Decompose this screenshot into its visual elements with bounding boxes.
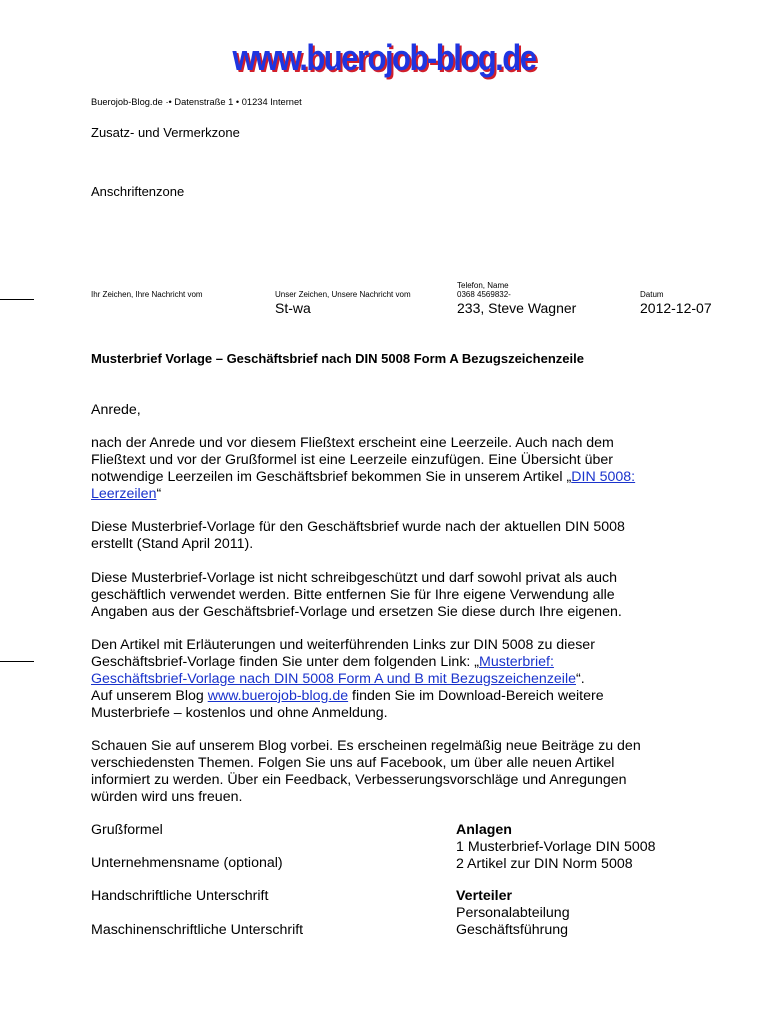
bullet-separator: ·• xyxy=(165,97,172,107)
fold-mark xyxy=(0,299,34,300)
paragraph-artikel xyxy=(91,637,706,722)
text-line: Fließtext und vor der Grußformel ist eine Leerzeile einzufügen. Eine Übersicht über xyxy=(91,452,614,468)
text-line: Angaben aus der Geschäftsbrief-Vorlage und ersetzen Sie diese durch Ihre eigenen. xyxy=(91,604,622,620)
blog-link[interactable]: www.buerojob-blog.de xyxy=(207,688,349,704)
anlagen-item: 2 Artikel zur DIN Norm 5008 xyxy=(456,856,633,872)
paragraph-leerzeilen xyxy=(91,435,706,503)
text-line: Den Artikel mit Erläuterungen und weiterführenden Links zur DIN 5008 zu dieser xyxy=(91,637,595,653)
anlagen-title: Anlagen xyxy=(456,822,512,838)
telefon-number: 0368 4569832- xyxy=(457,290,511,299)
verteiler-block xyxy=(456,888,570,939)
unser-zeichen-value: St-wa xyxy=(275,300,311,316)
sender-line xyxy=(91,97,302,107)
zusatz-zone: Zusatz- und Vermerkzone xyxy=(91,125,240,140)
telefon-value: 233, Steve Wagner xyxy=(457,300,577,316)
verteiler-item: Personalabteilung xyxy=(456,905,570,921)
site-logo: www.buerojob-blog.de xyxy=(232,36,536,79)
text-line: verschiedensten Themen. Folgen Sie uns auf Facebook, um über alle neuen Artikel xyxy=(91,755,615,771)
sender-company: Buerojob-Blog.de xyxy=(91,97,163,107)
paragraph-verwendung xyxy=(91,570,706,621)
letter-subject: Musterbrief Vorlage – Geschäftsbrief nach DIN 5008 Form A Bezugszeichenzeile xyxy=(91,351,584,366)
text-line: Diese Musterbrief-Vorlage für den Geschäftsbrief wurde nach der aktuellen DIN 5008 xyxy=(91,519,625,535)
paragraph-feedback xyxy=(91,738,706,806)
unser-zeichen-label: Unser Zeichen, Unsere Nachricht vom xyxy=(275,290,411,299)
musterbrief-article-link[interactable]: Musterbrief: xyxy=(479,654,554,670)
text-line: Schauen Sie auf unserem Blog vorbei. Es erscheinen regelmäßig neue Beiträge zu den xyxy=(91,738,641,754)
unternehmensname: Unternehmensname (optional) xyxy=(91,855,283,871)
datum-label: Datum xyxy=(640,290,664,299)
grussformel: Grußformel xyxy=(91,822,163,838)
text-line: Geschäftsbrief-Vorlage nach DIN 5008 Form A und B mit Bezugszeichenzeile“. xyxy=(91,671,585,687)
telefon-label: Telefon, Name xyxy=(457,281,509,290)
sender-city: 01234 Internet xyxy=(241,97,302,107)
fold-mark xyxy=(0,661,34,662)
datum-value: 2012-12-07 xyxy=(640,300,712,316)
salutation: Anrede, xyxy=(91,402,141,418)
maschinenschriftliche-unterschrift: Maschinenschriftliche Unterschrift xyxy=(91,922,304,938)
ihr-zeichen-label: Ihr Zeichen, Ihre Nachricht vom xyxy=(91,290,203,299)
musterbrief-article-link[interactable]: Geschäftsbrief-Vorlage nach DIN 5008 Form A und B mit Bezugszeichenzeile xyxy=(91,671,576,687)
verteiler-item: Geschäftsführung xyxy=(456,922,568,938)
sender-street: Datenstraße 1 xyxy=(174,97,234,107)
handschriftliche-unterschrift: Handschriftliche Unterschrift xyxy=(91,888,269,904)
text-line: notwendige Leerzeilen im Geschäftsbrief bekommen Sie in unserem Artikel „DIN 5008: xyxy=(91,469,636,485)
din5008-leerzeilen-link[interactable]: Leerzeilen xyxy=(91,486,157,502)
text-line: nach der Anrede und vor diesem Fließtext erscheint eine Leerzeile. Auch nach dem xyxy=(91,435,614,451)
text-line: erstellt (Stand April 2011). xyxy=(91,536,254,552)
text-line: Auf unserem Blog www.buerojob-blog.de finden Sie im Download-Bereich weitere xyxy=(91,688,604,704)
text-line: Musterbriefe – kostenlos und ohne Anmeldung. xyxy=(91,705,388,721)
din5008-leerzeilen-link[interactable]: DIN 5008: xyxy=(571,469,636,485)
anschrift-zone: Anschriftenzone xyxy=(91,184,185,199)
anlagen-item: 1 Musterbrief-Vorlage DIN 5008 xyxy=(456,839,656,855)
text-line: informiert zu werden. Über ein Feedback, Verbesserungsvorschläge und Anregungen xyxy=(91,772,627,788)
anlagen-block xyxy=(456,822,656,873)
bullet-separator: • xyxy=(235,97,240,107)
text-line: Leerzeilen“ xyxy=(91,486,162,502)
text-line: Geschäftsbrief-Vorlage finden Sie unter dem folgenden Link: „Musterbrief: xyxy=(91,654,554,670)
text-line: Diese Musterbrief-Vorlage ist nicht schreibgeschützt und darf sowohl privat als auch xyxy=(91,570,617,586)
verteiler-title: Verteiler xyxy=(456,888,513,904)
paragraph-stand xyxy=(91,519,706,553)
text-line: würden wird uns freuen. xyxy=(91,789,243,805)
text-line: geschäftlich verwendet werden. Bitte entfernen Sie für Ihre eigene Verwendung alle xyxy=(91,587,615,603)
